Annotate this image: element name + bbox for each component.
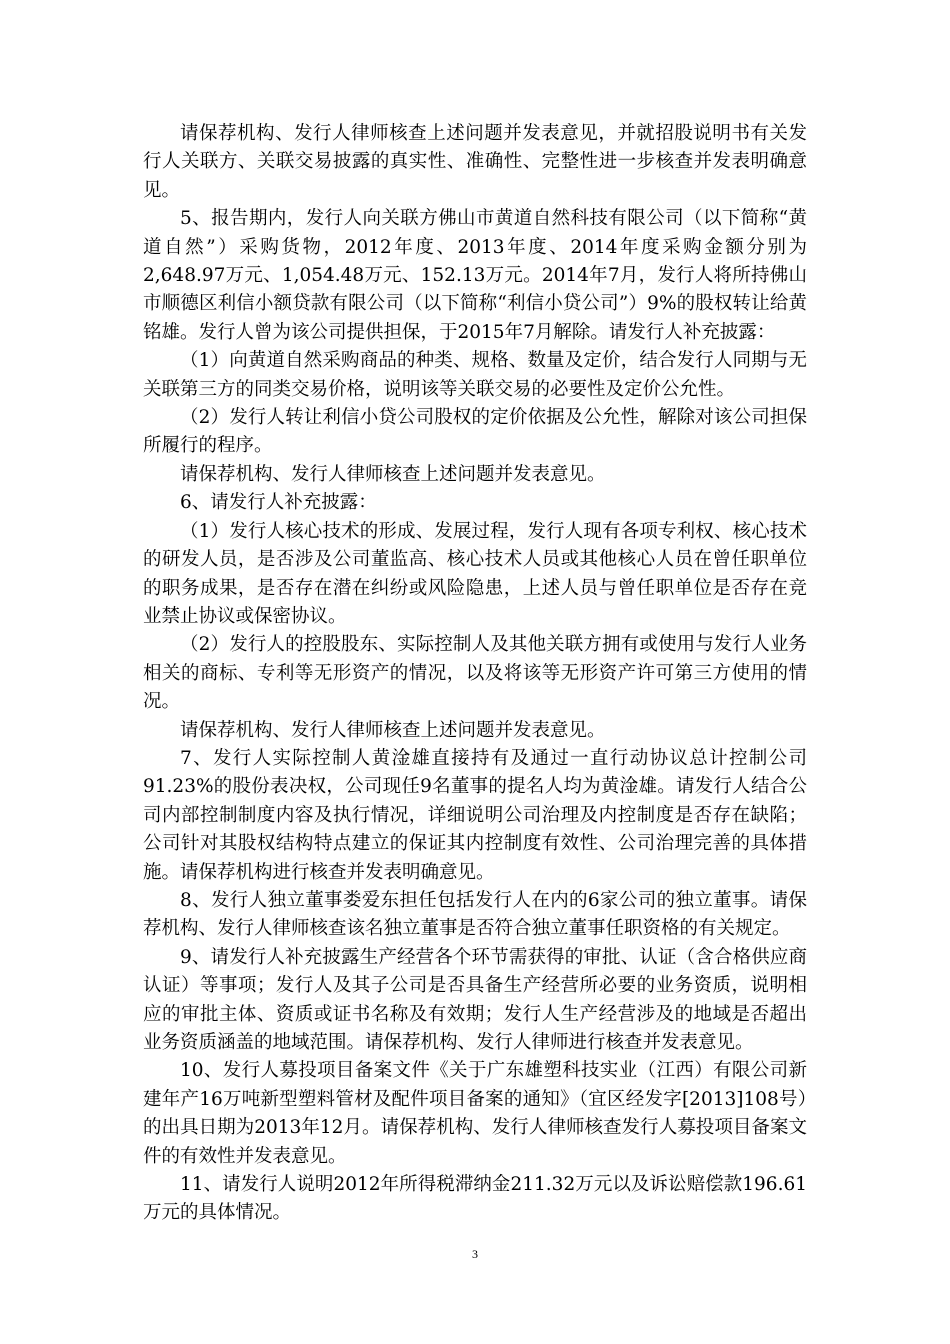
paragraph-verification-request: 请保荐机构、发行人律师核查上述问题并发表意见，并就招股说明书有关发行人关联方、关联交易披露的真实性、准确性、完整性进一步核查并发表明确意见。: [143, 123, 807, 201]
document-body: [143, 120, 807, 1228]
paragraph-item-7: 7、发行人实际控制人黄淦雄直接持有及通过一直行动协议总计控制公司91.23%的股份表决权，公司现任9名董事的提名人均为黄淦雄。请发行人结合公司内部控制制度内容及执行情况，详细说明公司治理及内控制度是否存在缺陷；公司针对其股权结构特点建立的保证其内控制度有效性、公司治理完善的具体措施。请保荐机构进行核查并发表明确意见。: [143, 747, 807, 883]
paragraph-item-10: 10、发行人募投项目备案文件《关于广东雄塑科技实业（江西）有限公司新建年产16万吨新型塑料管材及配件项目备案的通知》（宜区经发字[2013]108号）的出具日期为2013年12月。请保荐机构、发行人律师核查发行人募投项目备案文件的有效性并发表意见。: [143, 1060, 807, 1167]
paragraph-item-5-sub-1: （1）向黄道自然采购商品的种类、规格、数量及定价，结合发行人同期与无关联第三方的同类交易价格，说明该等关联交易的必要性及定价公允性。: [143, 350, 807, 400]
paragraph-item-8: 8、发行人独立董事娄爱东担任包括发行人在内的6家公司的独立董事。请保荐机构、发行人律师核查该名独立董事是否符合独立董事任职资格的有关规定。: [143, 889, 807, 940]
paragraph-item-6-request: 请保荐机构、发行人律师核查上述问题并发表意见。: [180, 719, 606, 741]
paragraph-item-6-sub-2: （2）发行人的控股股东、实际控制人及其他关联方拥有或使用与发行人业务相关的商标、专利等无形资产的情况，以及将该等无形资产许可第三方使用的情况。: [143, 634, 807, 713]
paragraph-item-11: 11、请发行人说明2012年所得税滞纳金211.32万元以及诉讼赔偿款196.61万元的具体情况。: [143, 1174, 807, 1224]
paragraph-item-6-sub-1: （1）发行人核心技术的形成、发展过程，发行人现有各项专利权、核心技术的研发人员，是否涉及公司董监高、核心技术人员或其他核心人员在曾任职单位的职务成果，是否存在潜在纠纷或风险隐患，上述人员与曾任职单位是否存在竞业禁止协议或保密协议。: [143, 520, 807, 627]
paragraph-item-5-sub-2: （2）发行人转让利信小贷公司股权的定价依据及公允性，解除对该公司担保所履行的程序。: [143, 407, 807, 457]
paragraph-item-5: 5、报告期内，发行人向关联方佛山市黄道自然科技有限公司（以下简称“黄道自然”）采购货物，2012年度、2013年度、2014年度采购金额分别为2,648.97万元、1,054.48万元、152.13万元。2014年7月，发行人将所持佛山市顺德区利信小额贷款有限公司（以下简称“利信小贷公司”）9%的股权转让给黄铭雄。发行人曾为该公司提供担保，于2015年7月解除。请发行人补充披露：: [143, 208, 807, 343]
paragraph-item-6: 6、请发行人补充披露：: [180, 492, 377, 514]
page-number: 3: [472, 1247, 478, 1261]
paragraph-item-9: 9、请发行人补充披露生产经营各个环节需获得的审批、认证（含合格供应商认证）等事项；发行人及其子公司是否具备生产经营所必要的业务资质，说明相应的审批主体、资质或证书名称及有效期；发行人生产经营涉及的地域是否超出业务资质涵盖的地域范围。请保荐机构、发行人律师进行核查并发表意见。: [143, 946, 807, 1053]
paragraph-item-5-request: 请保荐机构、发行人律师核查上述问题并发表意见。: [180, 463, 606, 485]
